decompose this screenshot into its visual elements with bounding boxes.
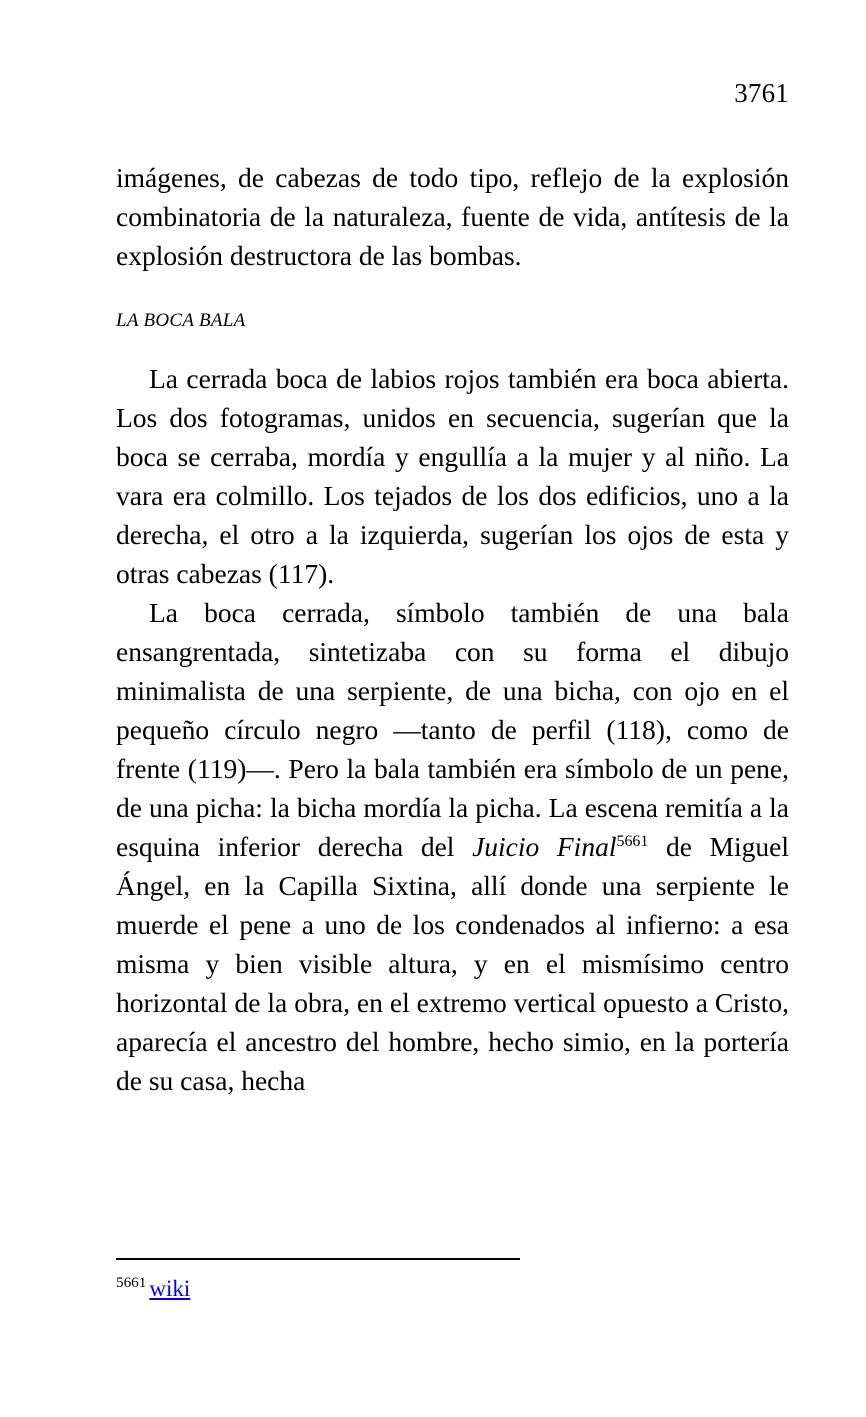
footnote-separator-rule — [116, 1258, 520, 1260]
footnote-reference-marker[interactable]: 5661 — [616, 832, 649, 850]
footnote-area — [116, 1258, 789, 1304]
spacer-below-heading — [116, 333, 789, 359]
footnote-item — [116, 1274, 789, 1304]
footnote-number: 5661 — [116, 1274, 147, 1292]
paragraph-boca-bala — [116, 593, 789, 1100]
page-number: 3761 — [734, 78, 789, 108]
italic-work-title: Juicio Final — [472, 831, 617, 862]
paragraph-text-segment-2: de Miguel Ángel, en la Capilla Sixtina, allí donde una serpiente le muerde el pene a uno de los condenados al infierno: a esa misma y bien visible altura, y en el mismísimo centro horizontal de la obra, en el extremo vertical opuesto a Cristo, aparecía el ancestro del hombre, hecho simio, en la portería de su casa, hecha — [116, 831, 789, 1096]
spacer-above-heading — [116, 275, 789, 309]
paragraph-boca-cerrada: La cerrada boca de labios rojos también era boca abierta. Los dos fotogramas, unidos en secuencia, sugerían que la boca se cerraba, mordía y engullía a la mujer y al niño. La vara era colmillo. Los tejados de los dos edificios, uno a la derecha, el otro a la izquierda, sugerían los ojos de esta y otras cabezas (117). — [116, 363, 789, 589]
footnote-wiki-link[interactable]: wiki — [149, 1276, 191, 1301]
paragraph-text-segment-1: La boca cerrada, símbolo también de una bala ensangrentada, sintetizaba con su forma el dibujo minimalista de una serpiente, de una bicha, con ojo en el pequeño círculo negro —tanto de perfil (118), como de frente (119)—. Pero la bala también era símbolo de un pene, de una picha: la bicha mordía la picha. La escena remitía a la esquina inferior derecha del — [116, 597, 789, 862]
paragraph-continuation: imágenes, de cabezas de todo tipo, reflejo de la explosión combinatoria de la naturaleza, fuente de vida, antítesis de la explosión destructora de las bombas. — [116, 162, 789, 271]
section-heading: LA BOCA BALA — [116, 310, 246, 331]
main-text-column — [116, 158, 789, 1100]
